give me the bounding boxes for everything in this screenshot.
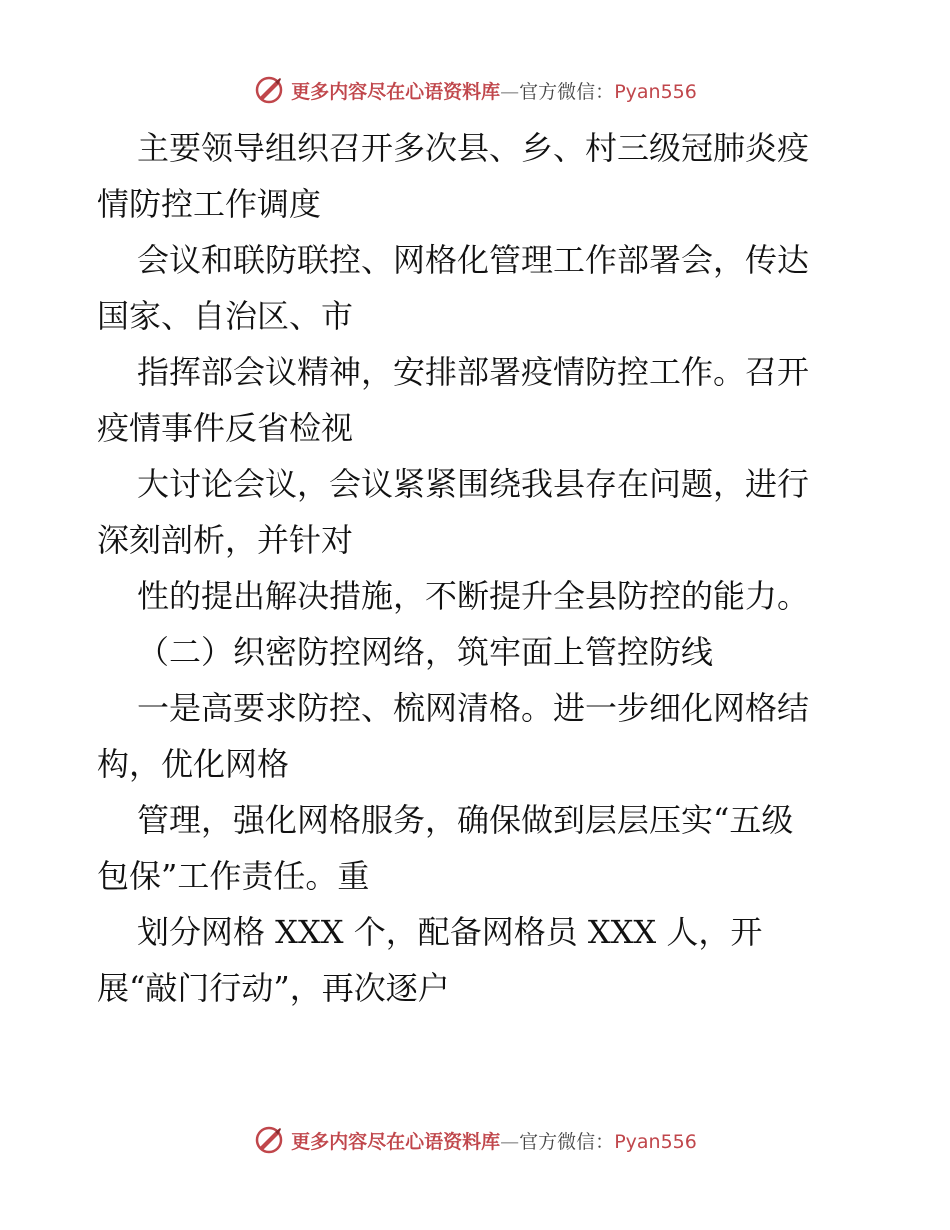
- body-text-line: 深刻剖析，并针对: [97, 521, 354, 559]
- body-text-line: 国家、自治区、市: [97, 297, 354, 335]
- document-body: [97, 120, 857, 1016]
- body-text-line: 情防控工作调度: [97, 185, 322, 223]
- body-text-line: 会议和联防联控、网格化管理工作部署会，传达: [137, 241, 810, 279]
- watermark-text: [291, 77, 697, 104]
- watermark-official-label: 官方微信：: [519, 80, 615, 103]
- body-text-line: 主要领导组织召开多次县、乡、村三级冠肺炎疫: [137, 129, 810, 167]
- watermark-separator: —: [500, 80, 520, 103]
- body-text-line: 一是高要求防控、梳网清格。进一步细化网格结: [137, 689, 810, 727]
- body-text-line: （二）织密防控网络，筑牢面上管控防线: [137, 633, 714, 671]
- watermark-brand: 更多内容尽在心语资料库: [291, 1130, 501, 1153]
- watermark-text: [291, 1127, 697, 1154]
- watermark-brand: 更多内容尽在心语资料库: [291, 80, 501, 103]
- body-text-line: 大讨论会议，会议紧紧围绕我县存在问题，进行: [137, 465, 810, 503]
- body-text-line: 性的提出解决措施，不断提升全县防控的能力。: [137, 577, 810, 615]
- watermark-wechat-id: Pyan556: [614, 1130, 697, 1153]
- body-text-line: 指挥部会议精神，安排部署疫情防控工作。召开: [137, 353, 810, 391]
- body-text-line: 包保”工作责任。重: [97, 857, 370, 895]
- body-text-line: 划分网格 XXX 个，配备网格员 XXX 人，开: [137, 913, 763, 951]
- pen-logo-icon: [253, 74, 285, 106]
- watermark-official-label: 官方微信：: [519, 1130, 615, 1153]
- header-watermark-banner: [0, 70, 950, 110]
- body-text-line: 展“敲门行动”，再次逐户: [97, 969, 450, 1007]
- body-text-line: 疫情事件反省检视: [97, 409, 354, 447]
- pen-logo-icon: [253, 1124, 285, 1156]
- body-text-line: 构，优化网格: [97, 745, 290, 783]
- body-text-line: 管理，强化网格服务，确保做到层层压实“五级: [137, 801, 794, 839]
- watermark-separator: —: [500, 1130, 520, 1153]
- footer-watermark-banner: [0, 1120, 950, 1160]
- watermark-wechat-id: Pyan556: [614, 80, 697, 103]
